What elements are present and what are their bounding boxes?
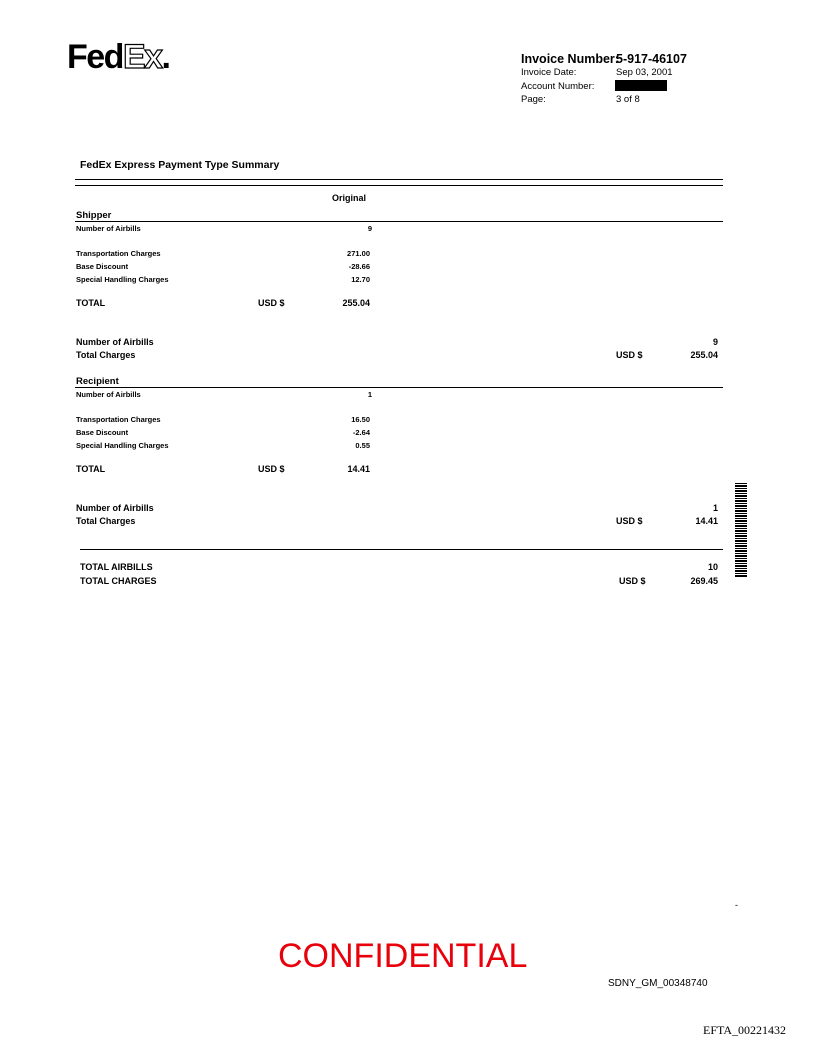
shipper-row-label: Special Handling Charges xyxy=(76,275,169,284)
shipper-row-value: 271.00 xyxy=(347,249,370,258)
efta-number: EFTA_00221432 xyxy=(703,1023,787,1037)
recipient-row-value: 0.55 xyxy=(355,441,370,450)
grand-airbills-label: TOTAL AIRBILLS xyxy=(80,562,153,572)
column-header-original: Original xyxy=(332,193,367,203)
shipper-total: 255.04 xyxy=(342,298,370,308)
shipper-airbills-label: Number of Airbills xyxy=(76,224,141,233)
shipper-total-label: TOTAL xyxy=(76,298,106,308)
barcode xyxy=(735,483,747,578)
shipper-sum-currency: USD $ xyxy=(616,350,643,360)
invoice-number: 5-917-46107 xyxy=(616,52,687,66)
recipient-sum-charges-label: Total Charges xyxy=(76,516,136,526)
shipper-sum-airbills-label: Number of Airbills xyxy=(76,337,154,347)
top-rule-1 xyxy=(75,179,723,180)
logo-ex: Ex xyxy=(122,38,162,76)
fedex-logo xyxy=(67,40,170,74)
shipper-sum-charges: 255.04 xyxy=(690,350,718,360)
footer-mark: - xyxy=(735,900,738,910)
recipient-total: 14.41 xyxy=(347,464,370,474)
invoice-number-label: Invoice Number: xyxy=(521,52,619,66)
recipient-row-label: Base Discount xyxy=(76,428,129,437)
account-number-label: Account Number: xyxy=(521,81,595,92)
recipient-sum-currency: USD $ xyxy=(616,516,643,526)
recipient-row-value: -2.64 xyxy=(352,428,370,437)
recipient-sum-airbills: 1 xyxy=(712,503,718,513)
recipient-total-label: TOTAL xyxy=(76,464,106,474)
shipper-total-currency: USD $ xyxy=(258,298,285,308)
invoice-date-label: Invoice Date: xyxy=(521,67,577,78)
document-id: SDNY_GM_00348740 xyxy=(608,978,708,989)
recipient-total-currency: USD $ xyxy=(258,464,285,474)
invoice-date: Sep 03, 2001 xyxy=(616,67,673,78)
grand-charges-label: TOTAL CHARGES xyxy=(80,576,157,586)
recipient-row-label: Special Handling Charges xyxy=(76,441,169,450)
page-number: 3 of 8 xyxy=(616,94,640,105)
shipper-row-value: -28.66 xyxy=(348,262,370,271)
confidential-stamp: CONFIDENTIAL xyxy=(278,937,528,975)
recipient-airbills-label: Number of Airbills xyxy=(76,390,141,399)
recipient-heading: Recipient xyxy=(76,376,119,387)
top-rule-2 xyxy=(75,185,723,186)
page-label: Page: xyxy=(521,94,546,105)
section-title: FedEx Express Payment Type Summary xyxy=(80,159,280,171)
shipper-sum-airbills: 9 xyxy=(712,337,718,347)
recipient-row-value: 16.50 xyxy=(351,415,370,424)
shipper-row-value: 12.70 xyxy=(351,275,370,284)
grand-airbills: 10 xyxy=(707,562,718,572)
logo-fed: Fed xyxy=(67,38,123,76)
shipper-airbills: 9 xyxy=(367,224,372,233)
shipper-row-label: Transportation Charges xyxy=(76,249,161,258)
recipient-sum-charges: 14.41 xyxy=(695,516,718,526)
logo-dot: . xyxy=(161,38,170,76)
shipper-rule xyxy=(75,221,723,222)
grand-total-rule xyxy=(80,549,723,550)
shipper-heading: Shipper xyxy=(76,210,112,221)
recipient-rule xyxy=(75,387,723,388)
grand-currency: USD $ xyxy=(619,576,646,586)
recipient-row-label: Transportation Charges xyxy=(76,415,161,424)
recipient-airbills: 1 xyxy=(367,390,372,399)
grand-charges: 269.45 xyxy=(690,576,718,586)
recipient-sum-airbills-label: Number of Airbills xyxy=(76,503,154,513)
account-number-redaction xyxy=(615,80,667,91)
shipper-row-label: Base Discount xyxy=(76,262,129,271)
shipper-sum-charges-label: Total Charges xyxy=(76,350,136,360)
